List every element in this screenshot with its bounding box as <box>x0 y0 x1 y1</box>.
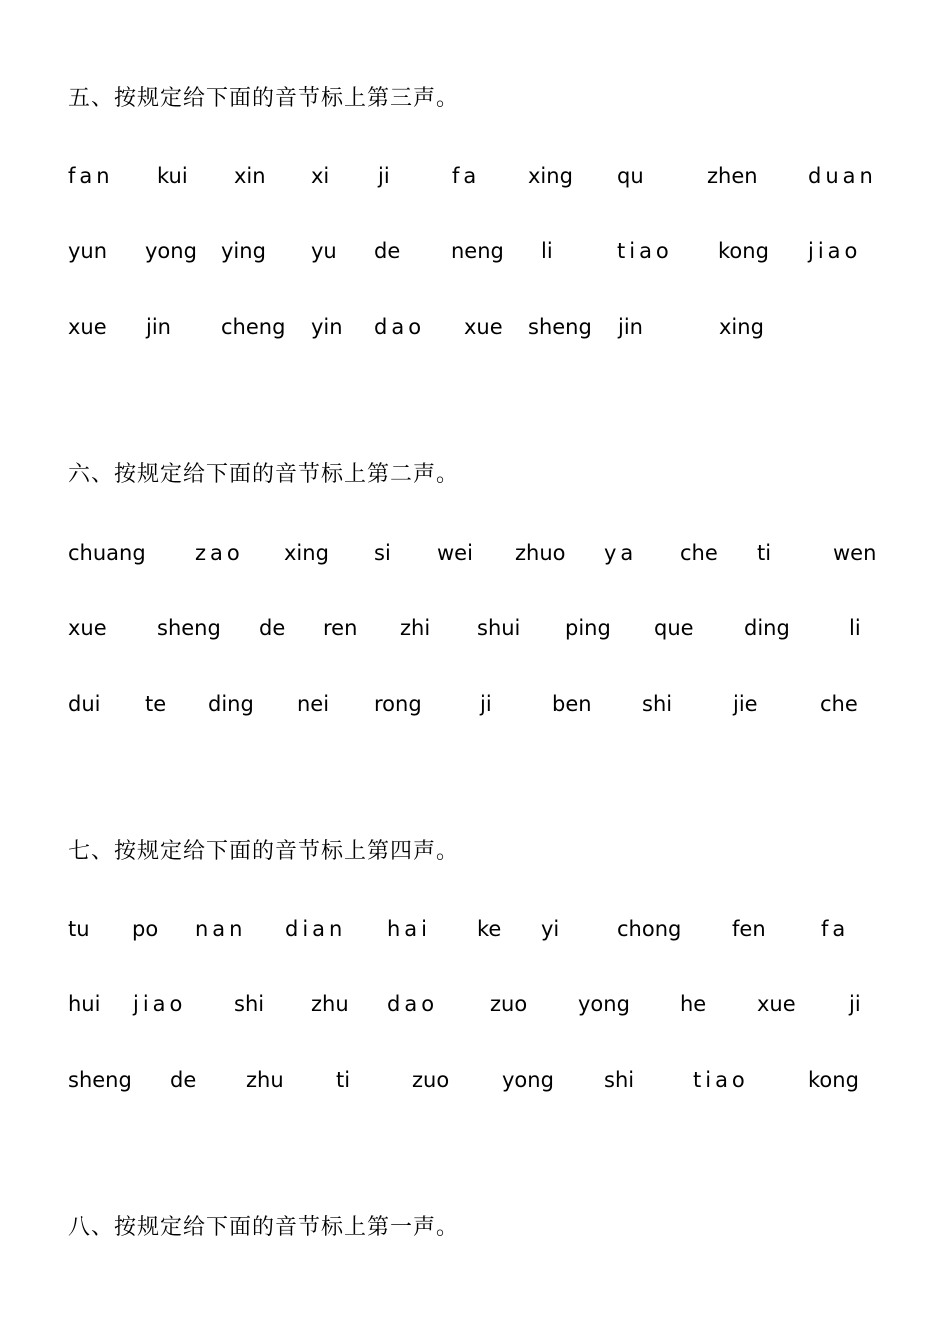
syllable: ti <box>336 1068 351 1092</box>
syllable: zhen <box>707 164 758 188</box>
syllable: ping <box>565 616 611 640</box>
syllable: dui <box>68 692 101 716</box>
syllable: zuo <box>412 1068 450 1092</box>
syllable: te <box>145 692 167 716</box>
section-6-row-3 <box>0 694 950 724</box>
section-7-row-1 <box>0 919 950 949</box>
syllable: fa <box>452 164 481 188</box>
section-6-row-1 <box>0 543 950 573</box>
syllable: ji <box>378 164 390 188</box>
syllable: tiao <box>693 1068 749 1092</box>
syllable: kong <box>718 239 769 263</box>
syllable: de <box>259 616 286 640</box>
syllable: shi <box>604 1068 635 1092</box>
syllable: xi <box>311 164 330 188</box>
syllable: jin <box>146 315 171 339</box>
syllable: jie <box>733 692 758 716</box>
syllable: ding <box>208 692 254 716</box>
syllable: shui <box>477 616 521 640</box>
syllable: rong <box>374 692 422 716</box>
syllable: si <box>374 541 391 565</box>
syllable: yi <box>541 917 560 941</box>
syllable: ji <box>849 992 861 1016</box>
syllable: ren <box>323 616 358 640</box>
syllable: de <box>374 239 401 263</box>
syllable: que <box>654 616 694 640</box>
syllable: xue <box>68 616 107 640</box>
syllable: che <box>680 541 718 565</box>
syllable: yong <box>145 239 197 263</box>
syllable: po <box>132 917 159 941</box>
syllable: chuang <box>68 541 146 565</box>
syllable: li <box>541 239 553 263</box>
section-6-heading: 六、按规定给下面的音节标上第二声。 <box>68 462 460 487</box>
syllable: xue <box>68 315 107 339</box>
syllable: ji <box>480 692 492 716</box>
syllable: ying <box>221 239 266 263</box>
syllable: dao <box>374 315 426 339</box>
syllable: che <box>820 692 858 716</box>
syllable: dian <box>285 917 347 941</box>
syllable: yun <box>68 239 108 263</box>
syllable: yin <box>311 315 343 339</box>
syllable: qu <box>617 164 644 188</box>
syllable: tu <box>68 917 90 941</box>
syllable: xing <box>284 541 329 565</box>
syllable: xing <box>528 164 573 188</box>
syllable: he <box>680 992 707 1016</box>
syllable: zhu <box>246 1068 284 1092</box>
syllable: zhu <box>311 992 349 1016</box>
syllable: fan <box>68 164 114 188</box>
syllable: wei <box>437 541 473 565</box>
syllable: zao <box>195 541 244 565</box>
syllable: ke <box>477 917 502 941</box>
syllable: nan <box>195 917 247 941</box>
syllable: zuo <box>490 992 528 1016</box>
syllable: kong <box>808 1068 859 1092</box>
syllable: dao <box>387 992 439 1016</box>
section-5-row-1 <box>0 166 950 196</box>
syllable: hai <box>387 917 432 941</box>
syllable: neng <box>451 239 504 263</box>
syllable: xue <box>464 315 503 339</box>
syllable: ya <box>604 541 638 565</box>
syllable: zhuo <box>515 541 566 565</box>
section-5-heading: 五、按规定给下面的音节标上第三声。 <box>68 86 460 111</box>
syllable: shi <box>234 992 265 1016</box>
syllable: jiao <box>133 992 187 1016</box>
syllable: tiao <box>617 239 673 263</box>
syllable: nei <box>297 692 330 716</box>
syllable: duan <box>808 164 877 188</box>
syllable: xue <box>757 992 796 1016</box>
section-7-row-3 <box>0 1070 950 1100</box>
section-8-heading: 八、按规定给下面的音节标上第一声。 <box>68 1215 460 1240</box>
syllable: kui <box>157 164 188 188</box>
syllable: yong <box>578 992 630 1016</box>
syllable: jin <box>618 315 643 339</box>
syllable: chong <box>617 917 682 941</box>
syllable: sheng <box>68 1068 132 1092</box>
syllable: hui <box>68 992 101 1016</box>
section-7-heading: 七、按规定给下面的音节标上第四声。 <box>68 839 460 864</box>
syllable: wen <box>833 541 877 565</box>
syllable: shi <box>642 692 673 716</box>
section-5-row-2 <box>0 241 950 271</box>
syllable: xing <box>719 315 764 339</box>
section-5-row-3 <box>0 317 950 347</box>
syllable: ding <box>744 616 790 640</box>
syllable: xin <box>234 164 266 188</box>
syllable: ti <box>757 541 772 565</box>
section-7-row-2 <box>0 994 950 1024</box>
syllable: ben <box>552 692 592 716</box>
syllable: jiao <box>808 239 862 263</box>
syllable: sheng <box>157 616 221 640</box>
syllable: fen <box>732 917 766 941</box>
syllable: cheng <box>221 315 286 339</box>
section-6-row-2 <box>0 618 950 648</box>
syllable: de <box>170 1068 197 1092</box>
syllable: zhi <box>400 616 431 640</box>
syllable: yong <box>502 1068 554 1092</box>
syllable: sheng <box>528 315 592 339</box>
syllable: yu <box>311 239 337 263</box>
syllable: fa <box>821 917 850 941</box>
syllable: li <box>849 616 861 640</box>
